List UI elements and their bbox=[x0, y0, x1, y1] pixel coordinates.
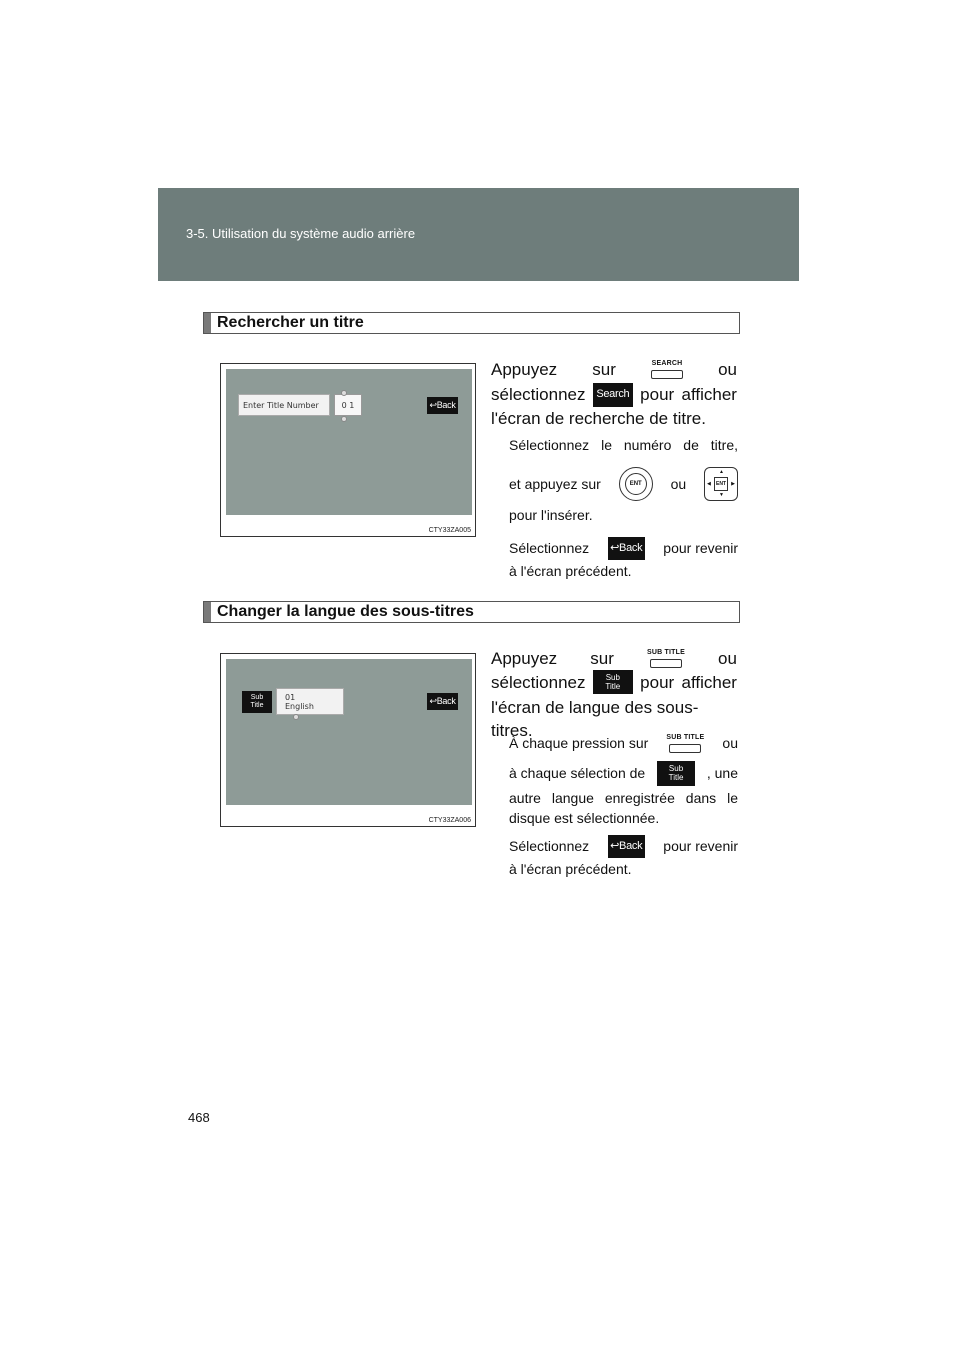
note-subtitle-cycle bbox=[509, 730, 738, 828]
dpad-left-arrow-icon: ◀ bbox=[707, 481, 711, 487]
instruction-search bbox=[491, 356, 737, 430]
section-accent bbox=[204, 602, 211, 622]
figure-code: CTY33ZA006 bbox=[428, 817, 471, 824]
text-word: afficher bbox=[681, 672, 737, 692]
screen-illustration-subtitle bbox=[220, 653, 476, 827]
text-word: sélectionnez bbox=[491, 385, 586, 404]
screen-sub-title-button bbox=[242, 691, 272, 713]
sub-label: Sub bbox=[605, 673, 620, 682]
text-line: à l'écran précédent. bbox=[509, 563, 632, 579]
dpad-down-arrow-icon: ▼ bbox=[719, 492, 724, 498]
chapter-title: 3-5. Utilisation du système audio arrière bbox=[186, 226, 416, 241]
search-button-icon: Search bbox=[593, 383, 633, 407]
subtitle-language-display bbox=[276, 688, 344, 715]
text-word: ou bbox=[718, 359, 737, 379]
sub-label: Sub bbox=[250, 694, 264, 701]
text-line: Sélectionnez le numéro de titre, bbox=[509, 437, 738, 453]
knob-label: ENT bbox=[625, 473, 647, 495]
text-word: afficher bbox=[681, 385, 737, 404]
dpad-center-label: ENT bbox=[714, 477, 728, 491]
text-line: disque est sélectionnée. bbox=[509, 810, 660, 826]
text-line: pour l'insérer. bbox=[509, 507, 593, 523]
text-word: sélectionnez bbox=[491, 672, 586, 692]
text-word: ou bbox=[670, 475, 687, 492]
dpad-right-arrow-icon: ▶ bbox=[731, 481, 735, 487]
key-cap bbox=[669, 744, 701, 753]
note-back-1 bbox=[509, 536, 738, 582]
dpad-up-arrow-icon: ▲ bbox=[719, 469, 724, 475]
subtitle-key-label: SUB TITLE bbox=[646, 648, 685, 656]
text-word: Sélectionnez bbox=[509, 540, 590, 556]
title-number-field: 0 1 bbox=[334, 394, 362, 416]
text-words: À chaque pression sur bbox=[509, 734, 649, 751]
subtitle-key-label: SUB TITLE bbox=[666, 733, 705, 741]
text-word: Appuyez bbox=[491, 648, 558, 668]
ent-dpad-icon bbox=[704, 467, 738, 501]
section-title: Rechercher un titre bbox=[217, 314, 364, 331]
sub-title-button-icon bbox=[593, 670, 633, 694]
ent-knob-icon bbox=[619, 467, 653, 501]
instruction-subtitle bbox=[491, 646, 737, 742]
text-word: pour bbox=[640, 385, 675, 404]
text-word: ou bbox=[718, 648, 737, 668]
text-word: sur bbox=[592, 359, 616, 379]
title-label: Title bbox=[668, 773, 684, 782]
text-line: l'écran de recherche de titre. bbox=[491, 409, 706, 428]
subtitle-key-icon bbox=[647, 649, 685, 668]
title-label: Title bbox=[250, 702, 264, 709]
chapter-header bbox=[158, 188, 799, 281]
screen-back-button: ↩Back bbox=[427, 693, 458, 710]
subtitle-language: English bbox=[285, 701, 314, 711]
text-word: pour bbox=[640, 672, 675, 692]
subtitle-key-icon bbox=[666, 734, 704, 753]
text-line: autre langue enregistrée dans le bbox=[509, 790, 738, 806]
screen-display bbox=[226, 369, 472, 515]
text-word: Sélectionnez bbox=[509, 838, 590, 854]
text-words: et appuyez sur bbox=[509, 475, 601, 492]
note-back-2 bbox=[509, 834, 738, 880]
up-arrow-icon bbox=[341, 390, 347, 396]
text-word: Appuyez bbox=[491, 359, 558, 379]
subtitle-number: 01 bbox=[285, 692, 296, 702]
enter-title-number-label: Enter Title Number bbox=[238, 394, 330, 416]
section-heading-search-title bbox=[203, 312, 740, 334]
text-words: pour revenir bbox=[663, 838, 738, 854]
section-accent bbox=[204, 313, 211, 333]
sub-title-button-icon bbox=[657, 761, 695, 786]
text-words: à chaque sélection de bbox=[509, 764, 646, 781]
screen-display bbox=[226, 659, 472, 805]
text-line: à l'écran précédent. bbox=[509, 861, 632, 877]
text-word: ou bbox=[722, 734, 738, 751]
text-words: , une bbox=[706, 764, 738, 781]
text-words: pour revenir bbox=[663, 540, 738, 556]
title-label: Title bbox=[605, 682, 621, 691]
search-key-label: SEARCH bbox=[651, 359, 683, 367]
section-heading-subtitle-language bbox=[203, 601, 740, 623]
back-button-icon: ↩Back bbox=[608, 537, 645, 560]
key-cap bbox=[650, 659, 682, 668]
down-arrow-icon bbox=[341, 416, 347, 422]
page-number: 468 bbox=[188, 1110, 210, 1125]
text-line: l'écran de langue des sous-titres. bbox=[491, 698, 699, 740]
key-cap bbox=[651, 370, 683, 379]
screen-back-button: ↩Back bbox=[427, 397, 458, 414]
screen-illustration-search bbox=[220, 363, 476, 537]
back-button-icon: ↩Back bbox=[608, 835, 645, 858]
down-arrow-icon bbox=[293, 714, 299, 720]
text-word: sur bbox=[590, 648, 614, 668]
sub-label: Sub bbox=[668, 764, 684, 773]
section-title: Changer la langue des sous-titres bbox=[217, 603, 474, 620]
figure-code: CTY33ZA005 bbox=[428, 527, 471, 534]
note-select-number bbox=[509, 435, 738, 526]
search-key-icon bbox=[651, 360, 683, 379]
